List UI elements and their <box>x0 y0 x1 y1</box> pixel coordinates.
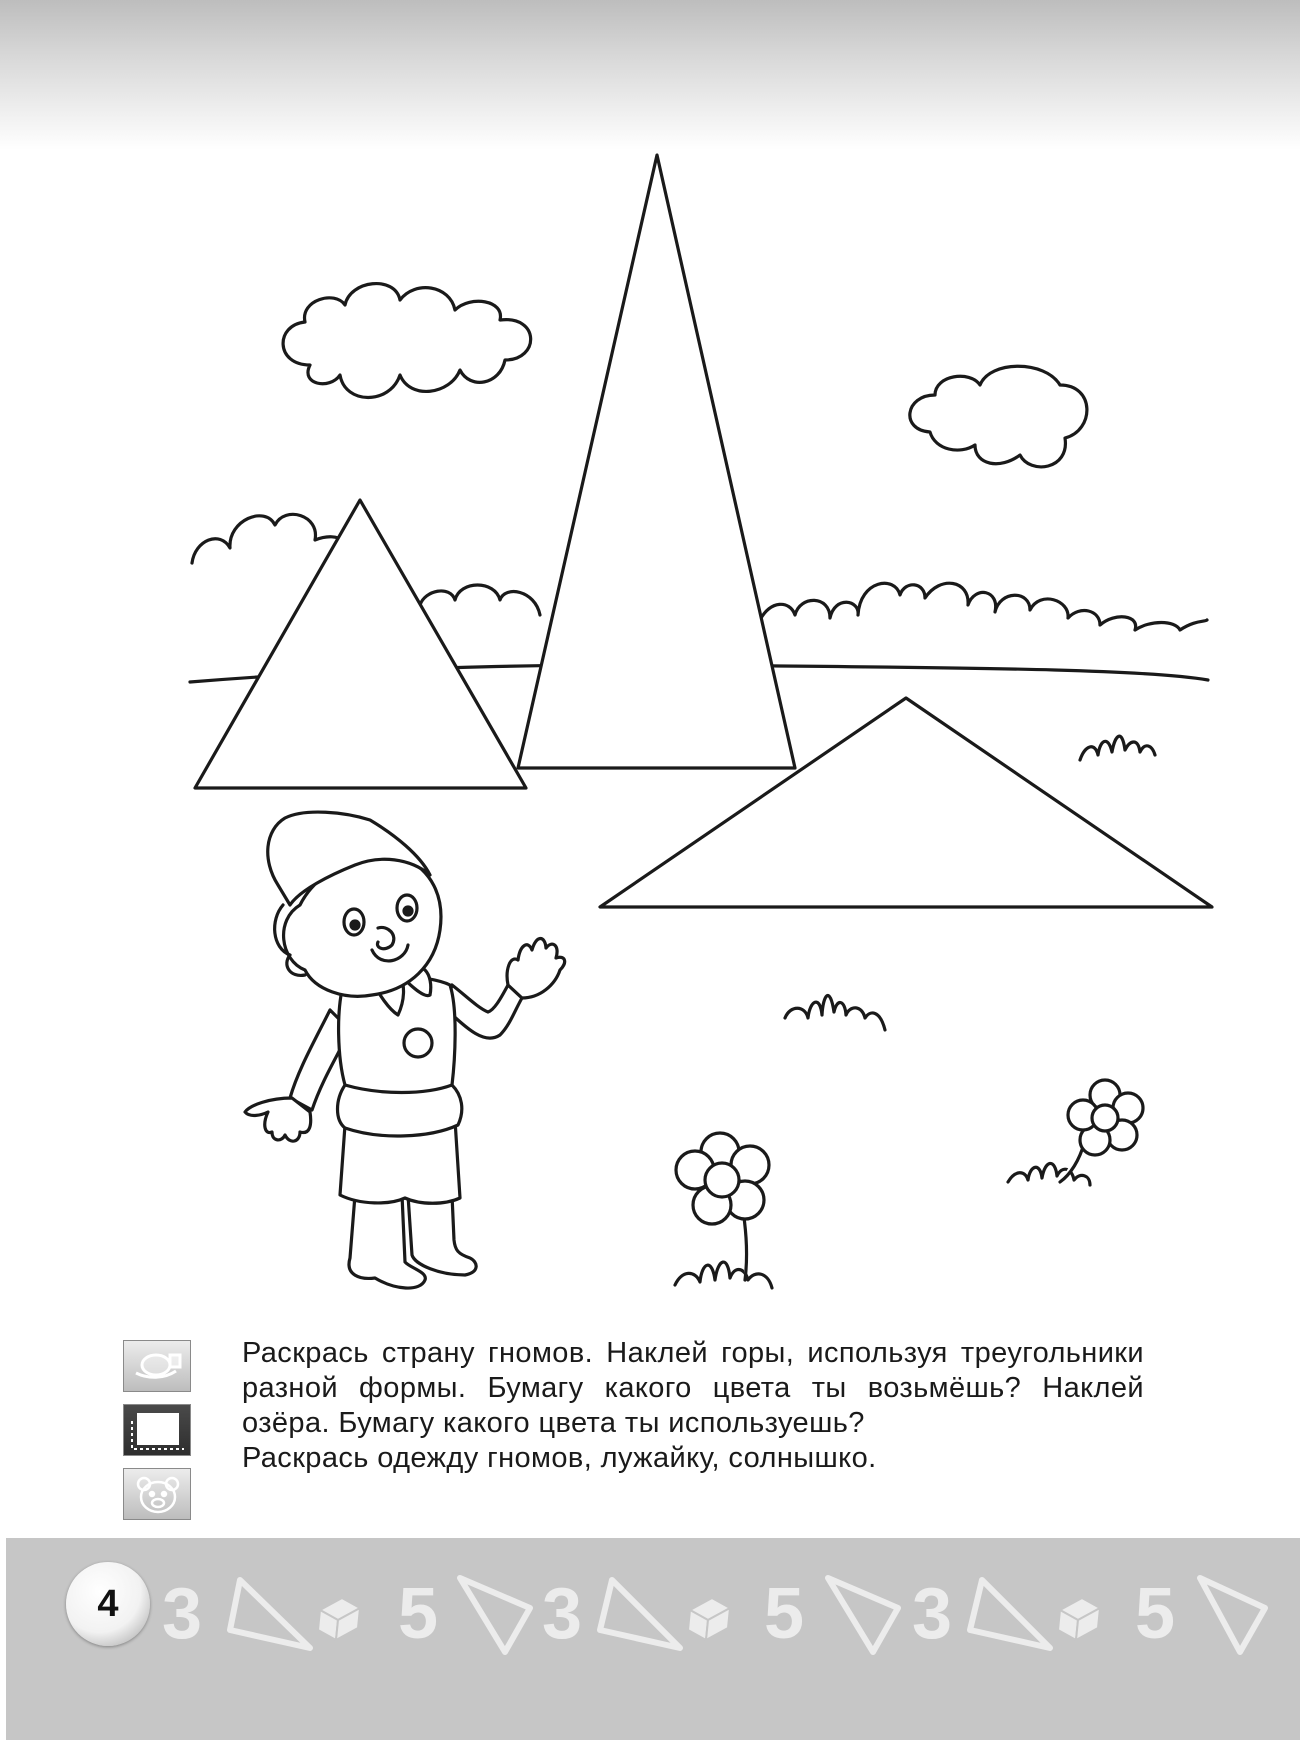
flower-right <box>1060 1080 1143 1182</box>
decor-digit: 3 <box>162 1574 203 1654</box>
decor-triangle-icon <box>600 1580 680 1648</box>
cloud-right <box>910 366 1087 467</box>
paper-sheet-icon <box>123 1404 191 1456</box>
decor-cube-icon <box>318 1598 360 1640</box>
grass-tuft-flower-right <box>1008 1163 1090 1185</box>
grass-tuft-right <box>1080 736 1155 760</box>
page-number: 4 <box>66 1562 150 1646</box>
decor-digit: 3 <box>542 1574 583 1654</box>
decor-triangle-icon <box>230 1580 310 1648</box>
bushes-right <box>760 583 1207 630</box>
grass-tuft-center <box>785 996 885 1030</box>
decor-triangle-icon <box>828 1578 898 1652</box>
bushes-middle <box>420 585 540 615</box>
decor-digit: 5 <box>764 1574 805 1654</box>
task-paragraph-2: Раскрась одежду гномов, лужайку, солнышко. <box>242 1442 877 1474</box>
grass-tuft-flower-center <box>675 1262 772 1288</box>
decor-triangle-icon <box>1200 1578 1265 1652</box>
task-icons <box>123 1340 193 1532</box>
decor-digit: 3 <box>912 1574 953 1654</box>
mountain-left <box>195 500 526 788</box>
gnome-figure <box>245 812 565 1288</box>
flower-center <box>676 1133 769 1280</box>
task-instructions <box>242 1336 1144 1476</box>
decor-cube-icon <box>688 1598 730 1640</box>
decor-triangle-icon <box>460 1578 530 1652</box>
decor-digit: 5 <box>398 1574 439 1654</box>
task-paragraph-1: Раскрась страну гномов. Наклей горы, используя треугольники разной формы. Бумагу какого цвета ты возьмёшь? Наклей озёра. Бумагу какого цвета ты используешь? <box>242 1337 1144 1439</box>
teddy-bear-icon <box>123 1468 191 1520</box>
applique-icon <box>123 1340 191 1392</box>
footer-decoration <box>160 1560 1270 1660</box>
decor-digit: 5 <box>1135 1574 1176 1654</box>
mountain-tall <box>518 155 795 768</box>
cloud-left <box>283 284 531 398</box>
decor-triangle-icon <box>970 1580 1050 1648</box>
decor-cube-icon <box>1058 1598 1100 1640</box>
